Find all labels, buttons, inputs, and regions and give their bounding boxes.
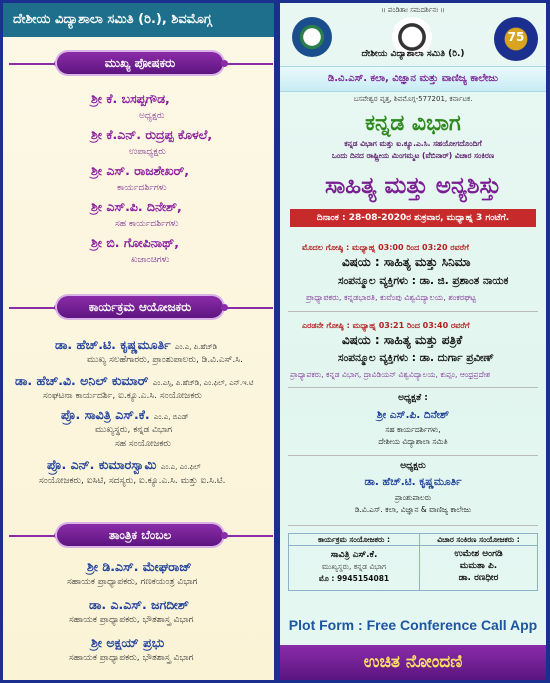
invocation: ॥ ಪಂಡಿತಾಃ ಸಮದರ್ಶಿನಃ ॥ [381, 6, 445, 14]
organizer-name [47, 457, 201, 473]
department-title: ಕನ್ನಡ ವಿಭಾಗ [365, 111, 461, 136]
seminar-title: ಸಾಹಿತ್ಯ ಮತ್ತು ಅನ್ಯಶಿಸ್ತು [324, 173, 502, 199]
patron-role: ಕಾರ್ಯದರ್ಶಿಗಳು [117, 183, 167, 193]
college-address: ಬಸವೇಶ್ವರ ವೃತ್ತ, ಶಿವಮೊಗ್ಗ-577201, ಕರ್ನಾಟಕ. [353, 95, 473, 103]
patron-role: ಅಧ್ಯಕ್ಷರು [139, 111, 165, 121]
president-label: ಅಧ್ಯಕ್ಷರು [400, 461, 426, 471]
patron-name: ಶ್ರೀ ಎಸ್.ಪಿ. ದಿನೇಶ್, [91, 199, 182, 214]
committee-member: ಮಮತಾ ಪಿ. [459, 561, 498, 571]
chief-role-2: ದೇಶೀಯ ವಿದ್ಯಾಶಾಲಾ ಸಮಿತಿ [378, 437, 448, 446]
patrons-heading: ಮುಖ್ಯ ಪೋಷಕರು [57, 52, 223, 74]
session2-subject: ವಿಷಯ : ಸಾಹಿತ್ಯ ಮತ್ತು ಪತ್ರಿಕೆ [342, 333, 463, 347]
right-panel [280, 3, 546, 680]
tech-role: ಸಹಾಯಕ ಪ್ರಾಧ್ಯಾಪಕರು, ಭೌತಶಾಸ್ತ್ರ ವಿಭಾಗ [69, 653, 194, 663]
president-name: ಡಾ. ಹೆಚ್.ಟಿ. ಕೃಷ್ಣಮೂರ್ತಿ [364, 476, 462, 488]
org-name: ದೇಶೀಯ ವಿದ್ಯಾಶಾಲಾ ಸಮಿತಿ (ರಿ.) [361, 49, 465, 59]
coordinator-name: ಸಾವಿತ್ರಿ ಎಸ್.ಕೆ. [330, 550, 378, 560]
organizers-heading: ಕಾರ್ಯಕ್ರಮ ಆಯೋಜಕರು [57, 296, 223, 318]
webinar-line-2: ಒಂದು ದಿನದ ರಾಷ್ಟ್ರೀಯ ಮಿಂಗಮ್ಮಟ (ವೆಬಿನಾರ್) ವಿಚಾರ ಸಂಕಿರಣ [331, 151, 495, 160]
chief-name: ಶ್ರೀ ಎಸ್.ಪಿ. ದಿನೇಶ್ [376, 409, 450, 421]
organizer-name [61, 407, 189, 423]
ornament-right [225, 535, 273, 537]
date-bar: ದಿನಾಂಕ : 28-08-2020ರ ಶುಕ್ರವಾರ, ಮಧ್ಯಾಹ್ನ 3 ಗಂಟೆಗೆ. [290, 209, 536, 227]
ornament-left [9, 63, 57, 65]
ornament-right [225, 63, 273, 65]
tech-name: ಶ್ರೀ ಅಕ್ಷಯ್ ಪ್ರಭು [91, 635, 165, 650]
organizer-role: ಸಂಘಟನಾ ಕಾರ್ಯದರ್ಶಿ, ಐ.ಕ್ಯೂ.ಎ.ಸಿ. ಸಂಯೋಜಕರು [43, 391, 202, 401]
chief-role-1: ಸಹ ಕಾರ್ಯದರ್ಶಿಗಳು, [385, 425, 441, 434]
committee-member: ಡಾ. ರಣಧೀರ [458, 573, 499, 583]
tech-role: ಸಹಾಯಕ ಪ್ರಾಧ್ಯಾಪಕರು, ಗಣಕಯಂತ್ರ ವಿಭಾಗ [67, 577, 198, 587]
session2-resource: ಸಂಪನ್ಮೂಲ ವ್ಯಕ್ತಿಗಳು : ಡಾ. ದುರ್ಗಾ ಪ್ರವೀಣ್ [338, 352, 494, 364]
coordinator-role: ಮುಖ್ಯಸ್ಥರು, ಕನ್ನಡ ವಿಭಾಗ [321, 562, 387, 571]
org-title: ದೇಶೀಯ ವಿದ್ಯಾಶಾಲಾ ಸಮಿತಿ (ರಿ.), ಶಿವಮೊಗ್ಗ [3, 3, 274, 37]
ornament-left [9, 535, 57, 537]
divider [288, 387, 538, 388]
tech-heading: ತಾಂತ್ರಿಕ ಬೆಂಬಲ [57, 524, 223, 546]
patron-role: ಉಪಾಧ್ಯಕ್ಷರು [129, 147, 166, 157]
organizer-quals: ಎಂ.ಎ, ಎಂ.ಫಿಲ್ [160, 463, 201, 471]
session1-resource: ಸಂಪನ್ಮೂಲ ವ್ಯಕ್ತಿಗಳು : ಡಾ. ಜಿ. ಪ್ರಶಾಂತ ನಾಯಕ [338, 275, 509, 287]
organizer-role: ಮುಖ್ಯ ಸಲಹೆಗಾರರು, ಪ್ರಾಂಶುಪಾಲರು, ಡಿ.ವಿ.ಎಸ್.ಸಿ. [87, 355, 243, 365]
ornament-left [9, 307, 57, 309]
tech-name: ಡಾ. ಎ.ಎಸ್. ಜಗದೀಶ್ [89, 597, 189, 612]
patron-role: ಸಹ ಕಾರ್ಯದರ್ಶಿಗಳು [115, 219, 179, 229]
coordinator-box [288, 533, 420, 591]
tech-role: ಸಹಾಯಕ ಪ್ರಾಧ್ಯಾಪಕರು, ಭೌತಶಾಸ್ತ್ರ ವಿಭಾಗ [69, 615, 194, 625]
divider [288, 311, 538, 312]
organizer-role: ಸಂಯೋಜಕರು, ಐಸಿಟಿ, ಸದಸ್ಯರು, ಐ.ಕ್ಯೂ.ಎ.ಸಿ. ಮತ್ತು ಐ.ಸಿ.ಟಿ. [39, 476, 226, 486]
chief-label: ಅಧ್ಯಕ್ಷತೆ : [398, 393, 428, 403]
college-bar [280, 66, 546, 92]
organizer-quals: ಎಂ.ಎಸ್ಸಿ, ಪಿ.ಹೆಚ್‌ಡಿ, ಎಂ.ಫಿಲ್, ಎನ್.ಇ.ಟಿ [152, 379, 254, 387]
organizer-role: ಮುಖ್ಯಸ್ಥರು, ಕನ್ನಡ ವಿಭಾಗ [95, 425, 173, 435]
committee-heading: ವಿಚಾರ ಸಂಕಿರಣ ಸಂಯೋಜಕರು : [420, 534, 537, 546]
session1-affiliation: ಪ್ರಾಧ್ಯಾಪಕರು, ಕನ್ನಡಭಾರತಿ, ಕುವೆಂಪು ವಿಶ್ವವಿದ್ಯಾಲಯ, ಶಂಕರಘಟ್ಟ [306, 293, 476, 302]
organizer-name [55, 337, 217, 353]
free-registration-banner: ಉಚಿತ ನೋಂದಣಿ [280, 645, 546, 680]
session1-subject: ವಿಷಯ : ಸಾಹಿತ್ಯ ಮತ್ತು ಸಿನಿಮಾ [342, 255, 471, 269]
organizer-name-text: ಪ್ರೊ. ಎನ್. ಕುಮಾರಸ್ವಾಮಿ [47, 457, 157, 472]
patron-name: ಶ್ರೀ ಎಸ್. ರಾಜಶೇಖರ್, [91, 163, 190, 178]
session2-label: ಎರಡನೇ ಗೋಷ್ಠಿ : ಮಧ್ಯಾಹ್ನ 03:21 ರಿಂದ 03:40 ರವರೆಗೆ [302, 321, 470, 330]
organizer-name [15, 373, 253, 389]
president-role-1: ಪ್ರಾಂಶುಪಾಲರು [394, 493, 432, 502]
platform-info: Plot Form : Free Conference Call App [288, 617, 538, 633]
committee-box [420, 533, 538, 591]
divider [288, 525, 538, 526]
session1-label: ಮೊದಲ ಗೋಷ್ಠಿ : ಮಧ್ಯಾಹ್ನ 03:00 ರಿಂದ 03:20 ರವರೆಗೆ [302, 243, 469, 252]
patron-name: ಶ್ರೀ ಕೆ. ಬಸಪ್ಪಗೌಡ, [91, 91, 170, 106]
coordinator-phone: ಮೊ : 9945154081 [318, 574, 390, 583]
organizer-quals: ಎಂ.ಎ, ಪಿ.ಹೆಚ್‌ಡಿ [174, 343, 217, 351]
organizer-role-2: ಸಹ ಸಂಯೋಜಕರು [115, 439, 171, 449]
patron-name: ಶ್ರೀ ಬಿ. ಗೋಪಿನಾಥ್, [91, 235, 179, 250]
badge-number: 75 [507, 30, 525, 44]
college-name: ಡಿ.ವಿ.ಎಸ್. ಕಲಾ, ವಿಜ್ಞಾನ ಮತ್ತು ವಾಣಿಜ್ಯ ಕಾಲೇಜು [327, 73, 499, 84]
divider [288, 455, 538, 456]
tech-name: ಶ್ರೀ ಡಿ.ಎಸ್. ಮೇಘರಾಜ್ [87, 559, 192, 574]
session2-affiliation: ಪ್ರಾಧ್ಯಾಪಕರು, ಕನ್ನಡ ವಿಭಾಗ, ದ್ರಾವಿಡಿಯನ್ ವಿಶ್ವವಿದ್ಯಾಲಯ, ಕುಪ್ಪಂ, ಆಂಧ್ರಪ್ರದೇಶ [290, 370, 491, 379]
left-panel [3, 3, 274, 680]
committee-member: ಉಮೇಶ ಅಂಗಡಿ [454, 549, 503, 559]
organizer-name-text: ಡಾ. ಹೆಚ್.ವಿ. ಅನಿಲ್ ಕುಮಾರ್ [15, 373, 149, 388]
patron-name: ಶ್ರೀ ಕೆ.ಎನ್. ರುದ್ರಪ್ಪ ಕೊಳಲೆ, [91, 127, 213, 142]
organizer-quals: ಎಂ.ಎ, ಬಿಎಡ್ [153, 413, 189, 421]
ornament-right [225, 307, 273, 309]
coordinator-heading: ಕಾರ್ಯಕ್ರಮ ಸಂಯೋಜಕರು : [289, 534, 419, 546]
webinar-line-1: ಕನ್ನಡ ವಿಭಾಗ ಮತ್ತು ಐ.ಕ್ಯೂ.ಎ.ಸಿ. ಸಹಯೋಗದೊಂದಿಗೆ [344, 139, 482, 148]
patron-role: ಖಜಾಂಚಿಗಳು [131, 255, 170, 265]
organizer-name-text: ಡಾ. ಹೆಚ್.ಟಿ. ಕೃಷ್ಣಮೂರ್ತಿ [55, 337, 171, 352]
organizer-name-text: ಪ್ರೊ. ಸಾವಿತ್ರಿ ಎಸ್.ಕೆ. [61, 407, 150, 422]
president-role-2: ಡಿ.ವಿ.ಎಸ್. ಕಲಾ, ವಿಜ್ಞಾನ & ವಾಣಿಜ್ಯ ಕಾಲೇಜು [354, 505, 472, 514]
